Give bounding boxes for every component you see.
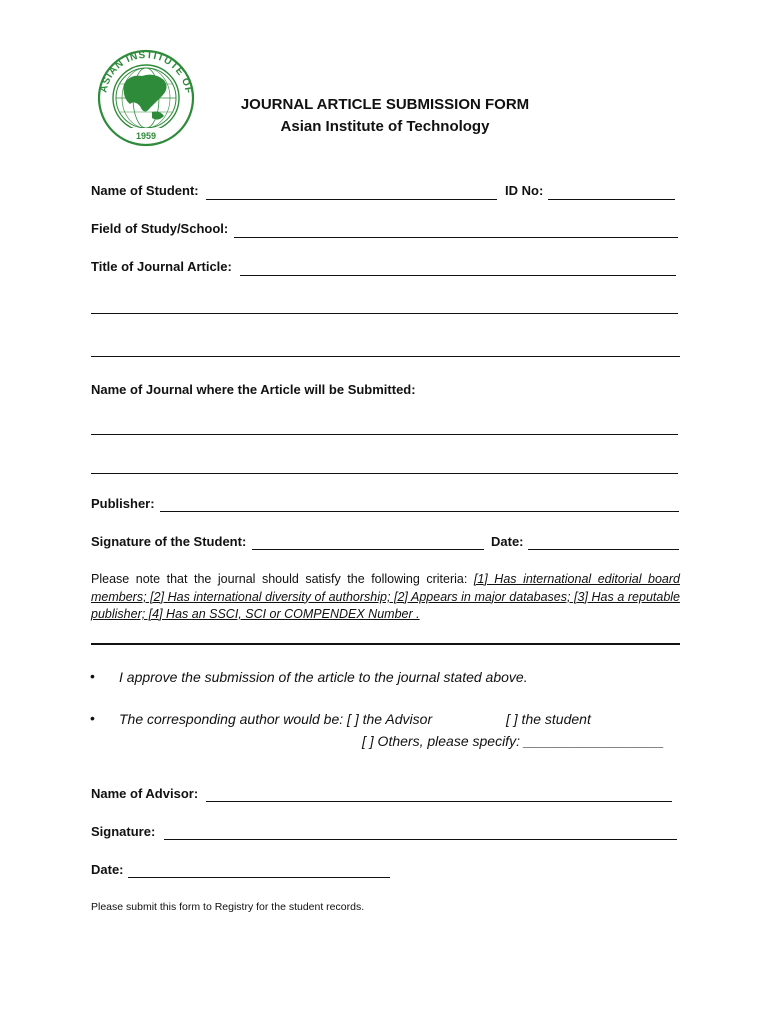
criteria-list: [1] Has international editorial board members; [2] Has international diversity of authorship; [2] Appears in major databases; [3] Has a reputable publisher; [4] Has an SSCI, SCI or COMPENDEX Number . (91, 572, 680, 621)
section-divider (91, 643, 680, 645)
corresponding-author-advisor-option[interactable]: The corresponding author would be: [ ] the Advisor (119, 711, 433, 727)
student-name-label: Name of Student: (91, 183, 199, 198)
article-title-line-2[interactable] (91, 313, 678, 314)
advisor-name-line[interactable] (206, 801, 672, 802)
page-title: JOURNAL ARTICLE SUBMISSION FORM (240, 96, 530, 113)
journal-name-label: Name of Journal where the Article will be Submitted: (91, 382, 416, 397)
field-of-study-line[interactable] (234, 237, 678, 238)
page-subtitle: Asian Institute of Technology (280, 118, 490, 135)
svg-text:ASIAN INSTITUTE OF TECHNOLOGY: ASIAN INSTITUTE OF (98, 49, 194, 95)
submission-instruction: Please submit this form to Registry for the student records. (91, 901, 365, 913)
article-title-line-1[interactable] (240, 275, 676, 276)
student-signature-line[interactable] (252, 549, 484, 550)
publisher-line[interactable] (160, 511, 679, 512)
journal-name-line-2[interactable] (91, 473, 678, 474)
advisor-signature-line[interactable] (164, 839, 677, 840)
publisher-label: Publisher: (91, 496, 155, 511)
student-name-line[interactable] (206, 199, 497, 200)
criteria-intro: Please note that the journal should satisfy the following criteria: (91, 572, 474, 586)
bullet-icon: • (90, 668, 95, 684)
field-of-study-label: Field of Study/School: (91, 221, 229, 236)
corresponding-author-student-option[interactable]: [ ] the student (506, 711, 591, 727)
svg-text:1959: 1959 (135, 131, 157, 141)
article-title-label: Title of Journal Article: (91, 259, 232, 274)
student-date-line[interactable] (528, 549, 679, 550)
corresponding-author-others-option[interactable]: [ ] Others, please specify: __________________ (362, 733, 664, 749)
student-date-label: Date: (491, 534, 524, 549)
id-no-label: ID No: (505, 183, 544, 198)
criteria-note (91, 571, 680, 624)
bullet-icon: • (90, 710, 95, 726)
advisor-signature-label: Signature: (91, 824, 156, 839)
article-title-line-3[interactable] (91, 356, 680, 357)
journal-name-line-1[interactable] (91, 434, 678, 435)
approval-statement: I approve the submission of the article to the journal stated above. (119, 669, 528, 685)
student-signature-label: Signature of the Student: (91, 534, 247, 549)
institute-logo (96, 46, 196, 150)
id-no-line[interactable] (548, 199, 675, 200)
advisor-date-line[interactable] (128, 877, 390, 878)
advisor-name-label: Name of Advisor: (91, 786, 199, 801)
advisor-date-label: Date: (91, 862, 124, 877)
